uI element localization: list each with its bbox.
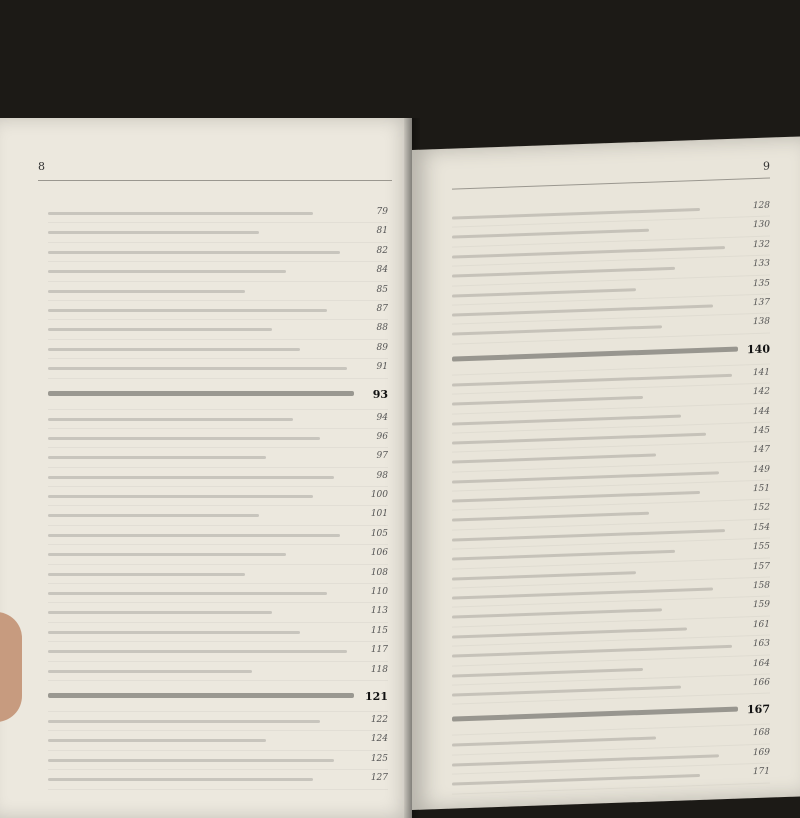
entry-text-line <box>48 251 340 254</box>
page-reference: 158 <box>752 580 770 592</box>
entry-text-line <box>452 326 662 336</box>
page-reference: 115 <box>370 625 388 636</box>
entry-text-line <box>452 529 725 542</box>
entry-text-line <box>452 229 649 239</box>
entry-text-line <box>452 414 681 425</box>
entry-text-line <box>48 514 259 517</box>
entry-text-line <box>48 231 259 234</box>
toc-entry <box>48 584 388 603</box>
toc-chapter-heading <box>48 681 388 712</box>
page-reference: 108 <box>370 567 388 578</box>
entry-text-line <box>48 367 347 370</box>
toc-entry <box>48 642 388 661</box>
entry-text-line <box>48 778 313 781</box>
page-reference: 128 <box>752 200 770 212</box>
page-reference: 84 <box>376 265 388 276</box>
page-reference: 122 <box>370 714 388 725</box>
entry-text-line <box>452 288 636 297</box>
toc-entry <box>48 282 388 301</box>
page-reference: 121 <box>365 689 388 703</box>
entry-text-line <box>48 631 300 634</box>
page-reference: 130 <box>752 219 770 231</box>
entry-text-line <box>452 707 738 722</box>
entry-text-line <box>452 645 732 658</box>
toc-entry <box>48 204 388 223</box>
entry-text-line <box>48 720 320 723</box>
entry-text-line <box>452 627 687 638</box>
page-reference: 82 <box>376 245 388 256</box>
toc-entry <box>48 731 388 750</box>
toc-chapter-heading <box>48 379 388 410</box>
entry-text-line <box>48 739 266 742</box>
entry-text-line <box>452 304 713 316</box>
toc-entry <box>48 301 388 320</box>
right-page-number: 9 <box>763 159 770 173</box>
entry-text-line <box>452 588 713 600</box>
entry-text-line <box>48 391 354 396</box>
entry-text-line <box>452 208 700 220</box>
page-reference: 145 <box>752 425 770 437</box>
toc-entry <box>48 340 388 359</box>
page-reference: 94 <box>376 412 388 423</box>
entry-text-line <box>48 611 272 614</box>
entry-text-line <box>452 246 725 259</box>
page-reference: 91 <box>376 362 388 373</box>
page-reference: 168 <box>752 727 770 739</box>
entry-text-line <box>452 686 681 697</box>
page-reference: 171 <box>752 766 770 778</box>
entry-text-line <box>452 609 662 619</box>
page-reference: 125 <box>370 753 388 764</box>
entry-text-line <box>48 592 327 595</box>
page-reference: 135 <box>752 278 770 289</box>
toc-entry <box>48 770 388 789</box>
entry-text-line <box>452 754 719 766</box>
page-reference: 105 <box>370 528 388 539</box>
toc-entry <box>48 410 388 429</box>
entry-text-line <box>48 553 286 556</box>
page-reference: 155 <box>752 541 770 553</box>
entry-text-line <box>452 471 719 483</box>
page-reference: 110 <box>370 587 388 598</box>
page-reference: 157 <box>752 561 770 572</box>
entry-text-line <box>452 396 643 406</box>
entry-text-line <box>48 270 286 273</box>
toc-entry <box>48 320 388 339</box>
page-reference: 85 <box>376 284 388 295</box>
entry-text-line <box>48 290 245 293</box>
page-reference: 147 <box>752 444 770 456</box>
running-head <box>70 162 390 174</box>
entry-text-line <box>48 328 272 331</box>
entry-text-line <box>48 418 293 421</box>
entry-text-line <box>452 454 656 464</box>
entry-text-line <box>452 374 732 387</box>
page-reference: 141 <box>752 367 770 378</box>
page-reference: 106 <box>370 548 388 559</box>
page-reference: 96 <box>376 431 388 442</box>
toc-entry <box>48 448 388 467</box>
page-reference: 87 <box>376 303 388 314</box>
left-book-page <box>0 118 412 818</box>
toc-entry <box>48 545 388 564</box>
entry-text-line <box>452 571 636 580</box>
page-reference: 166 <box>752 677 770 689</box>
page-reference: 161 <box>752 619 770 630</box>
page-reference: 81 <box>376 226 388 237</box>
page-reference: 144 <box>752 406 770 417</box>
page-reference: 127 <box>370 773 388 784</box>
entry-text-line <box>48 693 354 698</box>
page-reference: 97 <box>376 451 388 462</box>
page-reference: 79 <box>376 207 388 217</box>
left-page-number: 8 <box>38 160 45 173</box>
entry-text-line <box>452 550 675 561</box>
toc-entry <box>48 468 388 487</box>
entry-text-line <box>48 495 313 498</box>
toc-entry <box>48 565 388 584</box>
toc-entry <box>48 262 388 281</box>
page-reference: 124 <box>370 734 388 745</box>
page-reference: 93 <box>372 387 388 401</box>
right-book-page <box>412 136 800 810</box>
page-reference: 152 <box>752 502 770 514</box>
entry-text-line <box>48 650 347 653</box>
page-reference: 163 <box>752 638 770 650</box>
entry-text-line <box>452 512 649 522</box>
page-reference: 154 <box>752 522 770 533</box>
entry-text-line <box>452 433 706 445</box>
toc-entry <box>48 243 388 262</box>
entry-text-line <box>48 670 252 673</box>
entry-text-line <box>48 212 313 215</box>
page-reference: 113 <box>370 606 388 617</box>
page-reference: 88 <box>376 323 388 334</box>
page-reference: 101 <box>370 509 388 520</box>
page-reference: 167 <box>747 702 770 717</box>
entry-text-line <box>452 491 700 503</box>
entry-text-line <box>48 348 300 351</box>
page-reference: 89 <box>376 342 388 353</box>
toc-entry <box>48 223 388 242</box>
page-reference: 140 <box>747 342 770 357</box>
entry-text-line <box>48 309 327 312</box>
entry-text-line <box>452 668 643 678</box>
toc-entry <box>48 506 388 525</box>
entry-text-line <box>452 346 738 361</box>
toc-entry <box>48 751 388 770</box>
entry-text-line <box>452 737 656 747</box>
page-reference: 169 <box>752 747 770 758</box>
toc-entry <box>48 603 388 622</box>
page-reference: 164 <box>752 658 770 669</box>
entry-text-line <box>48 534 340 537</box>
page-reference: 151 <box>752 483 770 495</box>
toc-list-right <box>452 197 770 794</box>
page-reference: 118 <box>370 664 388 675</box>
page-reference: 149 <box>752 464 770 475</box>
entry-text-line <box>48 573 245 576</box>
page-reference: 98 <box>376 470 388 481</box>
header-rule <box>452 177 770 189</box>
toc-entry <box>48 487 388 506</box>
page-reference: 132 <box>752 239 770 250</box>
toc-entry <box>48 359 388 378</box>
entry-text-line <box>48 437 320 440</box>
toc-entry <box>48 429 388 448</box>
page-reference: 117 <box>370 645 388 656</box>
entry-text-line <box>48 456 266 459</box>
page-reference: 142 <box>752 386 770 398</box>
entry-text-line <box>48 476 334 479</box>
toc-entry <box>48 662 388 681</box>
toc-entry <box>48 623 388 642</box>
page-reference: 133 <box>752 258 770 270</box>
page-reference: 137 <box>752 297 770 309</box>
entry-text-line <box>452 774 700 786</box>
toc-entry <box>48 712 388 731</box>
entry-text-line <box>452 267 675 278</box>
toc-list-left <box>48 204 388 790</box>
page-reference: 138 <box>752 316 770 328</box>
header-rule <box>38 180 392 181</box>
page-reference: 100 <box>370 490 388 501</box>
toc-entry <box>48 526 388 545</box>
thumb <box>0 612 22 722</box>
page-reference: 159 <box>752 599 770 611</box>
entry-text-line <box>48 759 334 762</box>
